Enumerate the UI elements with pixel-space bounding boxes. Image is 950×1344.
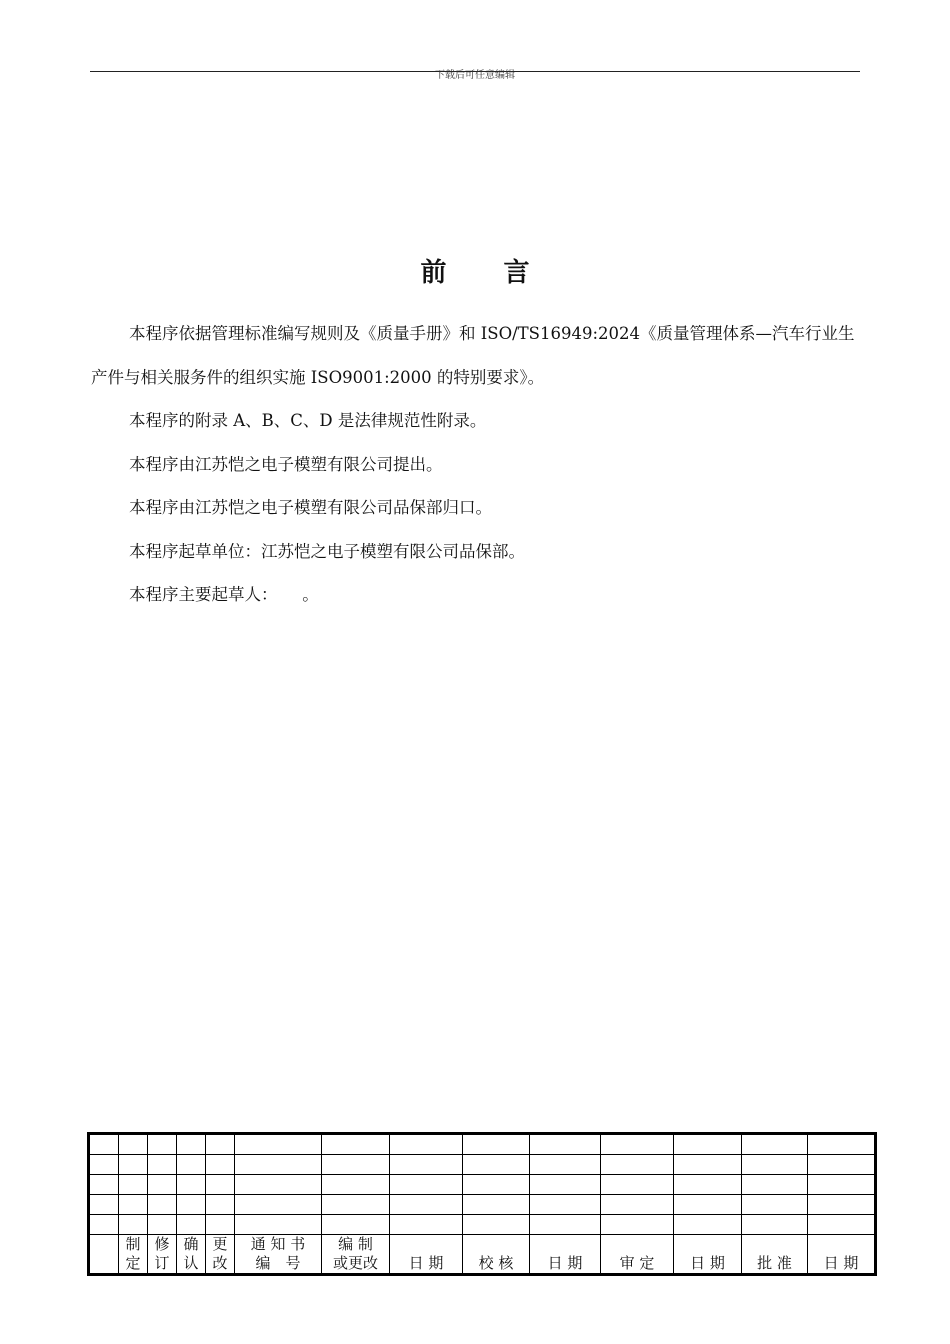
header-approve: 批 准 <box>742 1235 808 1275</box>
table-row <box>89 1134 876 1155</box>
header-xiuding: 修 订 <box>148 1235 177 1275</box>
header-date: 日 期 <box>390 1235 463 1275</box>
header-note: 下载后可任意编辑 <box>435 70 515 81</box>
paragraph: 本程序由江苏恺之电子模塑有限公司提出。 <box>129 454 443 474</box>
paragraph: 本程序的附录 A、B、C、D 是法律规范性附录。 <box>129 411 487 430</box>
header-notice-number: 通 知 书 编 号 <box>235 1235 322 1275</box>
header-zhiding: 制 定 <box>119 1235 148 1275</box>
table-row <box>89 1155 876 1175</box>
document-body <box>91 312 861 617</box>
header-review: 审 定 <box>601 1235 674 1275</box>
header-gengai: 更 改 <box>206 1235 235 1275</box>
table-header-row <box>89 1235 876 1275</box>
paragraph: 本程序主要起草人： 。 <box>129 585 319 604</box>
header-date: 日 期 <box>674 1235 742 1275</box>
table-row <box>89 1215 876 1235</box>
revision-table <box>87 1132 877 1276</box>
paragraph: 本程序由江苏恺之电子模塑有限公司品保部归口。 <box>129 498 492 517</box>
table-row <box>89 1175 876 1195</box>
header-date: 日 期 <box>530 1235 601 1275</box>
header-queren: 确 认 <box>177 1235 206 1275</box>
page-title: 前 言 <box>420 258 554 288</box>
paragraph: 本程序起草单位：江苏恺之电子模塑有限公司品保部。 <box>129 541 525 561</box>
blank-cell <box>89 1235 119 1275</box>
paragraph: 本程序依据管理标准编写规则及《质量手册》和 ISO/TS16949:2024《质量管理体系—汽车行业生产件与相关服务件的组织实施 ISO9001:2000 的特别要求》。 <box>91 324 855 387</box>
header-compile: 编 制 或更改 <box>322 1235 390 1275</box>
table-row <box>89 1195 876 1215</box>
header-check: 校 核 <box>463 1235 530 1275</box>
header-date: 日 期 <box>808 1235 876 1275</box>
